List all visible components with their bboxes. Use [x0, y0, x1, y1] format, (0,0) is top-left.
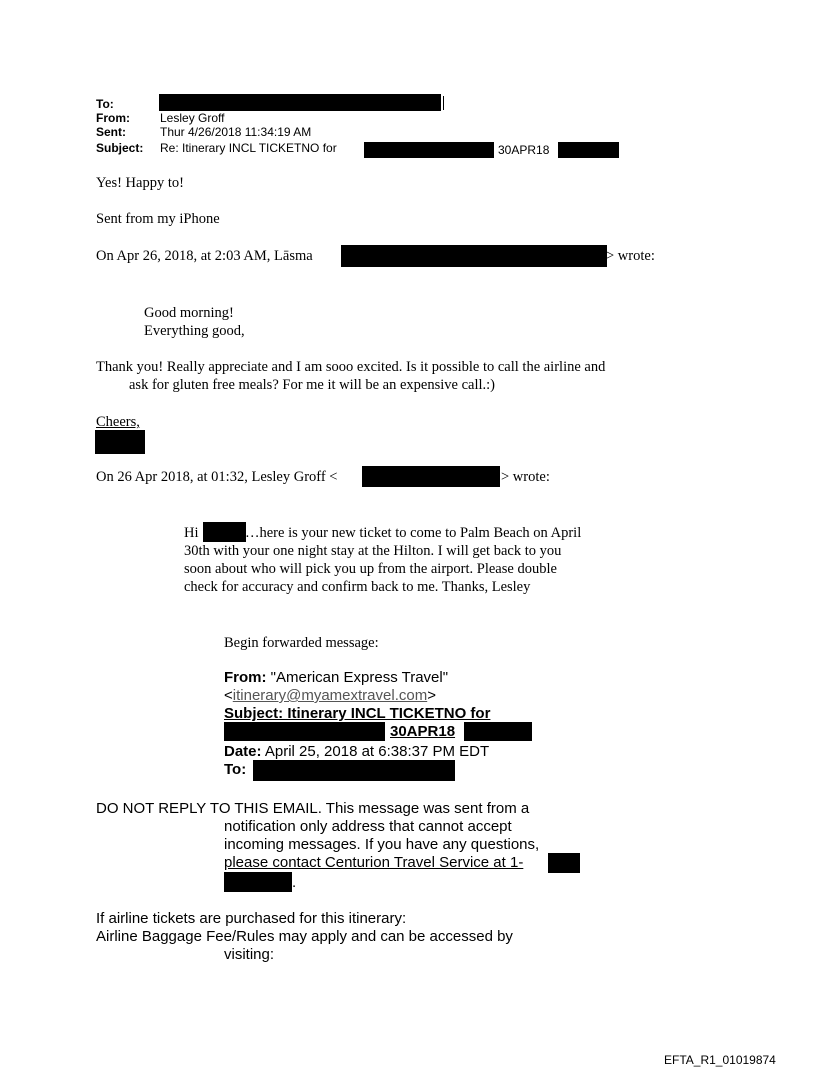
- reply-line-2: Sent from my iPhone: [96, 211, 220, 227]
- airline-line-1: If airline tickets are purchased for this itinerary:: [96, 910, 407, 927]
- redaction-fwd-subject-name: [224, 722, 385, 741]
- quote2-prefix: On 26 Apr 2018, at 01:32, Lesley Groff <: [96, 469, 338, 485]
- begin-forwarded: Begin forwarded message:: [224, 635, 379, 651]
- quote2-suffix: > wrote:: [501, 469, 550, 485]
- fwd-email-close: >: [427, 687, 436, 704]
- fwd-date-value: April 25, 2018 at 6:38:37 PM EDT: [261, 743, 490, 760]
- header-sent-row: [96, 125, 311, 139]
- subject-date: 30APR18: [498, 143, 550, 157]
- redaction-fwd-to: [253, 760, 455, 781]
- airline-line-2: Airline Baggage Fee/Rules may apply and can be accessed by: [96, 928, 513, 945]
- from-label: From:: [96, 111, 130, 125]
- bates-number: EFTA_R1_01019874: [664, 1053, 776, 1067]
- fwd-subject-row: [224, 705, 490, 722]
- fwd-from-value: "American Express Travel": [266, 669, 449, 686]
- to-label: To:: [96, 97, 114, 111]
- quote1-prefix: On Apr 26, 2018, at 2:03 AM, Lāsma: [96, 248, 313, 264]
- fwd-email-row: [224, 687, 436, 704]
- redaction-subject-tail: [558, 142, 619, 158]
- fwd-email-link[interactable]: itinerary@myamextravel.com: [232, 687, 428, 704]
- redaction-subject-name: [364, 142, 494, 158]
- redaction-to: [159, 94, 441, 111]
- greeting-1: Good morning!: [144, 305, 234, 321]
- fwd-from-label: From:: [224, 669, 267, 686]
- subject-prefix: Re: Itinerary INCL TICKETNO for: [160, 141, 337, 155]
- para-line-4: check for accuracy and confirm back to me. Thanks, Lesley: [184, 579, 531, 595]
- redaction-quote2-email: [362, 466, 500, 487]
- redaction-quote1-email: [341, 245, 607, 267]
- notice-line-5: .: [292, 874, 297, 891]
- fwd-email-open: <: [224, 687, 233, 704]
- header-to-row: [96, 97, 160, 111]
- sent-label: Sent:: [96, 125, 126, 139]
- quote1-suffix: > wrote:: [606, 248, 655, 264]
- sent-value: Thur 4/26/2018 11:34:19 AM: [160, 125, 312, 139]
- para-line-3: soon about who will pick you up from the airport. Please double: [184, 561, 557, 577]
- para-line-2: 30th with your one night stay at the Hilton. I will get back to you: [184, 543, 562, 559]
- redaction-hi-name: [203, 522, 246, 542]
- redaction-phone-2: [224, 872, 292, 892]
- notice-line-2: notification only address that cannot accept: [224, 818, 512, 835]
- notice-line-1: DO NOT REPLY TO THIS EMAIL. This message was sent from a: [96, 800, 530, 817]
- from-value: Lesley Groff: [160, 111, 225, 125]
- fwd-from-row: [224, 669, 448, 686]
- fwd-date-row: [224, 743, 489, 760]
- redaction-phone-1: [548, 853, 580, 873]
- fwd-subject-date-text: 30APR18: [390, 723, 456, 740]
- fwd-subject-label: Subject: Itinerary INCL TICKETNO for: [224, 705, 491, 722]
- notice-line-3: incoming messages. If you have any questions,: [224, 836, 540, 853]
- reply-line-1: Yes! Happy to!: [96, 175, 184, 191]
- hi-text: Hi: [184, 525, 199, 541]
- para-line-1: …here is your new ticket to come to Palm Beach on April: [245, 525, 582, 541]
- fwd-to-label: To:: [224, 761, 247, 778]
- airline-line-3: visiting:: [224, 946, 275, 963]
- redaction-signature: [95, 430, 145, 454]
- thanks-line-1: Thank you! Really appreciate and I am sooo excited. Is it possible to call the airline and: [96, 359, 606, 375]
- cheers-text: Cheers,: [96, 414, 140, 430]
- redaction-fwd-subject-tail: [464, 722, 532, 741]
- header-from-row: [96, 111, 224, 125]
- cursor-mark: [440, 96, 444, 110]
- greeting-2: Everything good,: [144, 323, 245, 339]
- subject-label: Subject:: [96, 141, 144, 155]
- notice-line-4: please contact Centurion Travel Service at 1-: [224, 854, 524, 871]
- fwd-to-row: [224, 761, 246, 778]
- fwd-subject-date: [390, 723, 455, 740]
- thanks-line-2: ask for gluten free meals? For me it will be an expensive call.:): [129, 377, 495, 393]
- header-subject-row: [96, 141, 337, 155]
- fwd-date-label: Date:: [224, 743, 262, 760]
